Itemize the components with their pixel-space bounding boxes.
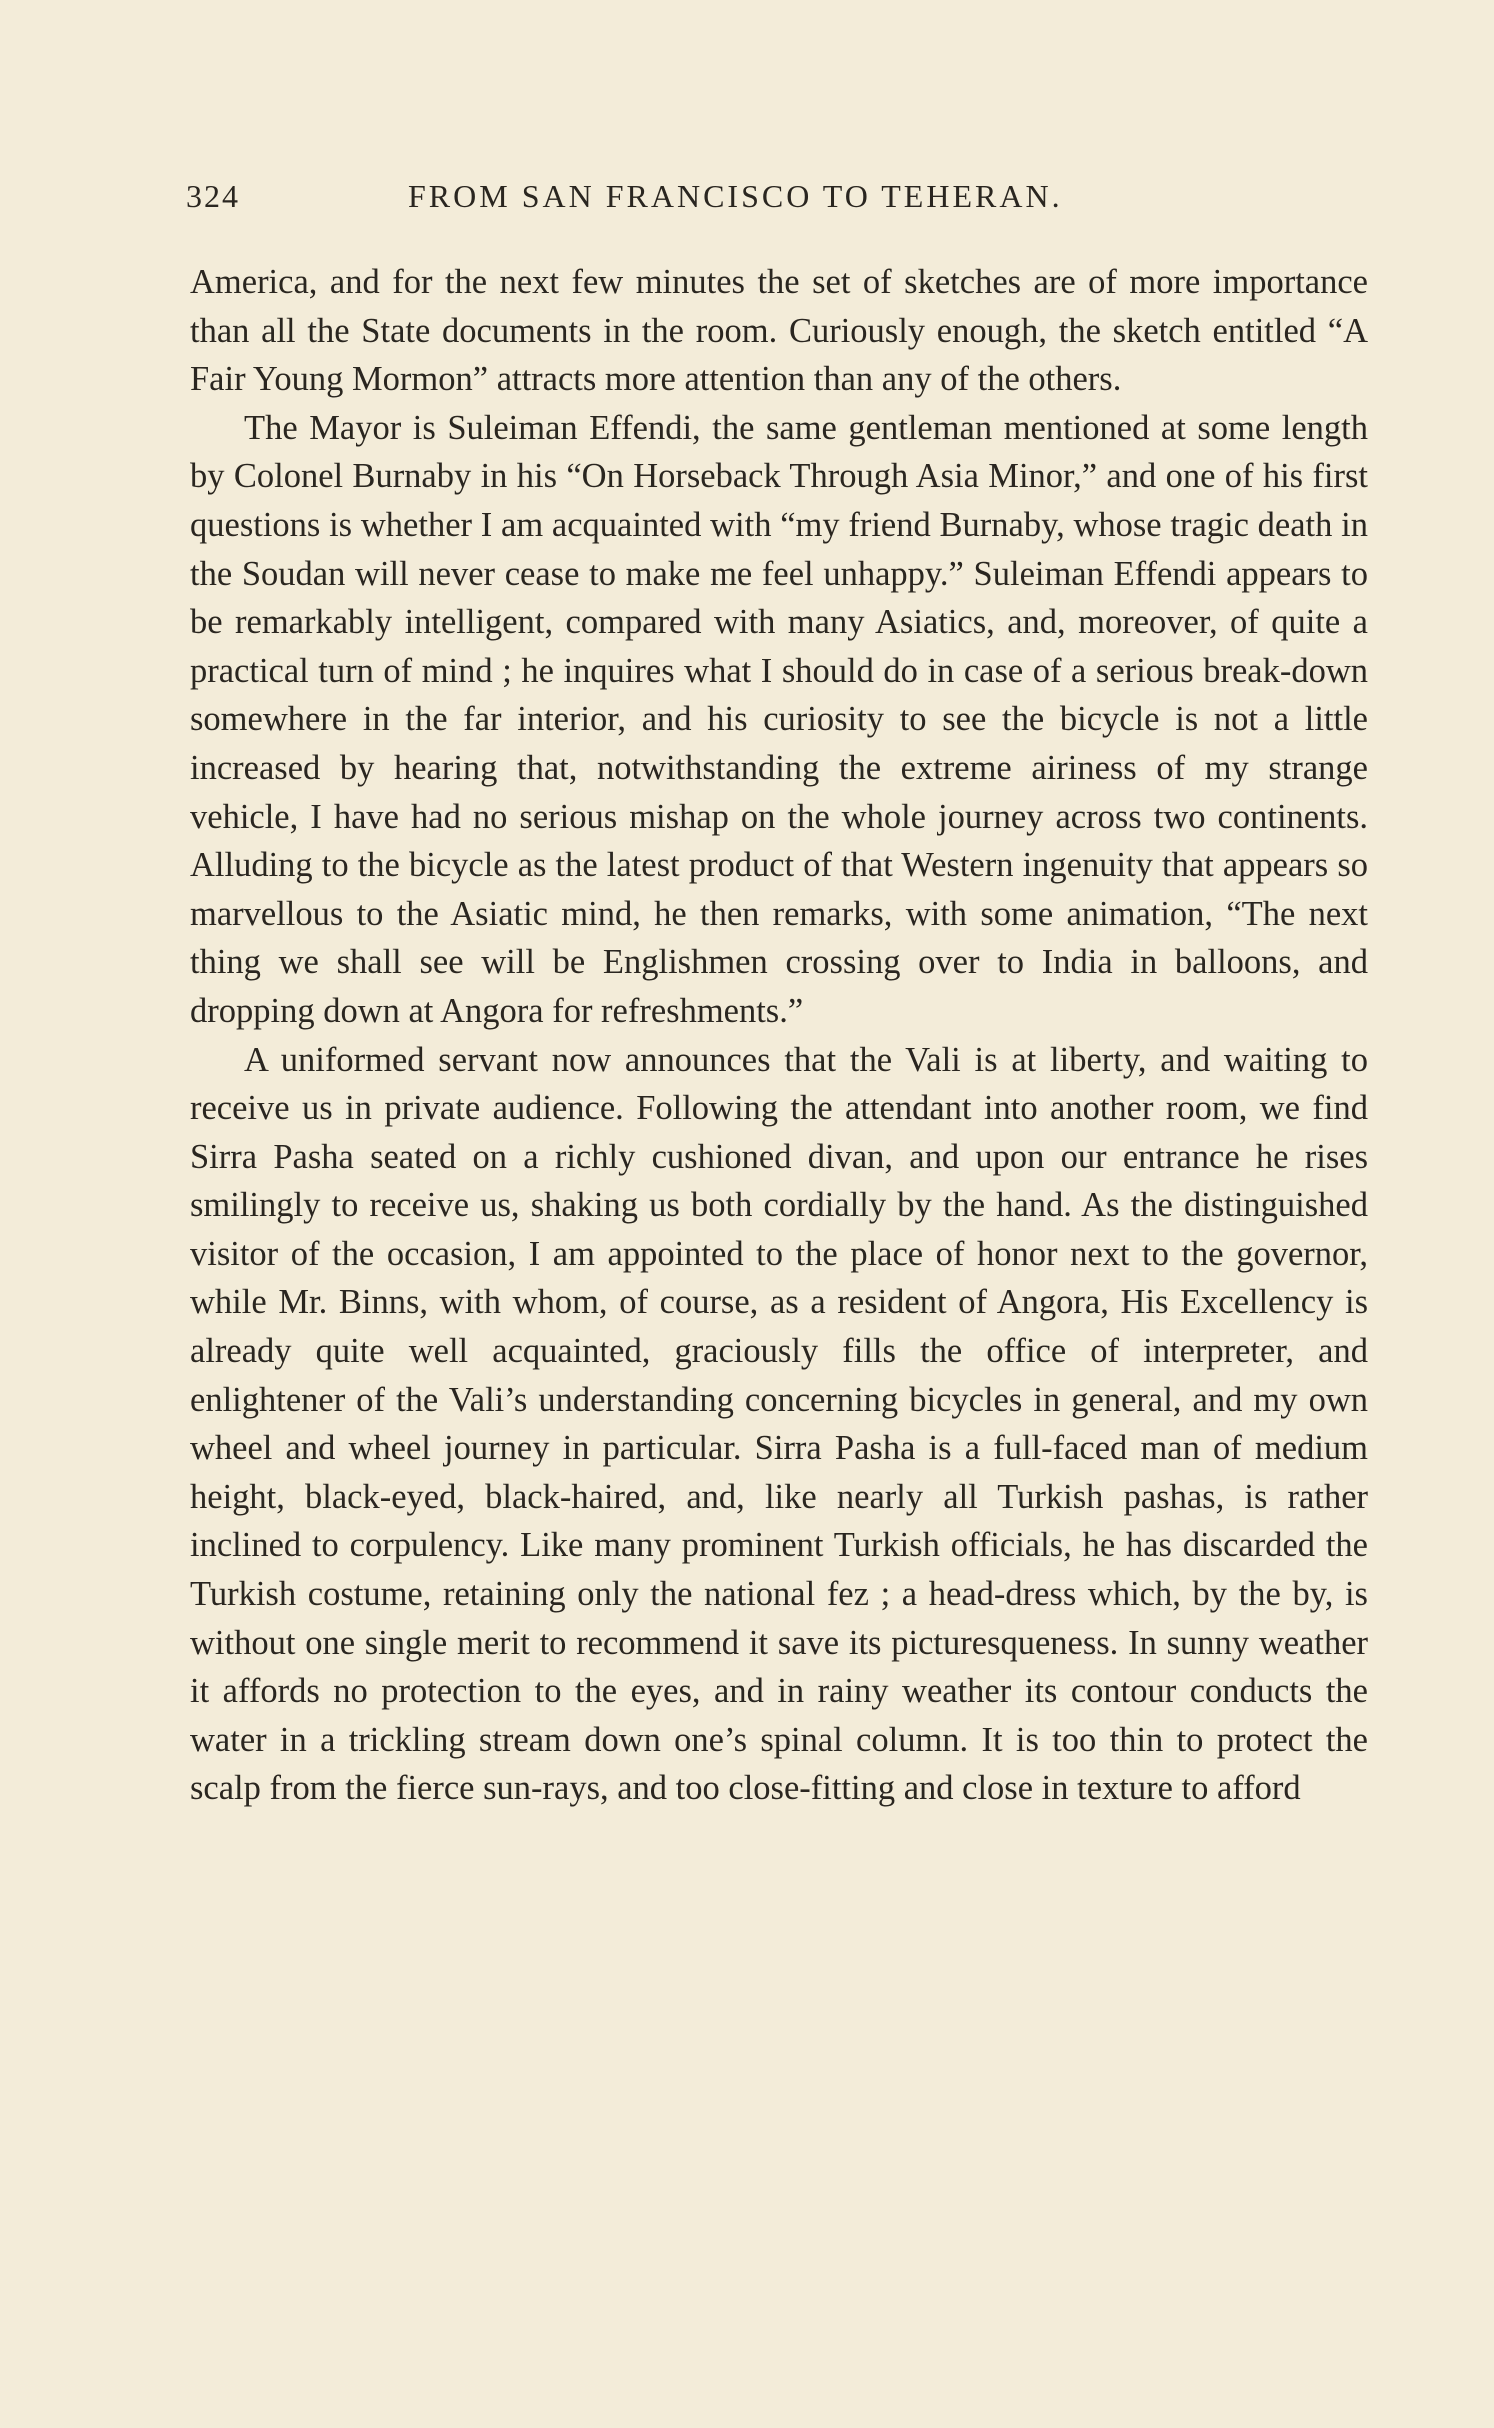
body-text xyxy=(190,258,1368,1813)
paragraph-continuation: America, and for the next few minutes the set of sketches are of more importance than all the State documents in the room. Curiously enough, the sketch entitled “A Fair Young Mormon” attracts more attention than any of the others. xyxy=(190,263,1368,399)
page-number: 324 xyxy=(186,178,240,214)
paragraph-mayor: The Mayor is Suleiman Effendi, the same gentleman mentioned at some length by Colonel Burnaby in his “On Horseback Through Asia Minor,” and one of his first questions is whether I am acquainted with “my friend Burnaby, whose tragic death in the Soudan will never cease to make me feel unhappy.” Suleiman Effendi appears to be remarkably intelligent, compared with many Asiatics, and, moreover, of quite a practical turn of mind ; he inquires what I should do in case of a serious break-down somewhere in the far interior, and his curiosity to see the bicycle is not a little increased by hearing that, notwithstanding the extreme airiness of my strange vehicle, I have had no serious mishap on the whole journey across two continents. Alluding to the bicycle as the latest product of that Western ingenuity that appears so marvellous to the Asiatic mind, he then remarks, with some animation, “The next thing we shall see will be Englishmen crossing over to India in balloons, and dropping down at Angora for refreshments.” xyxy=(190,408,1368,1030)
paragraph-vali-audience: A uniformed servant now announces that the Vali is at liberty, and waiting to receive us in private audience. Following the attendant into another room, we find Sirra Pasha seated on a richly cushioned divan, and upon our entrance he rises smilingly to receive us, shaking us both cordially by the hand. As the distinguished visitor of the occasion, I am appointed to the place of honor next to the governor, while Mr. Binns, with whom, of course, as a resident of Angora, His Excellency is already quite well acquainted, graciously fills the office of interpreter, and enlightener of the Vali’s understanding concerning bicycles in general, and my own wheel and wheel journey in particular. Sirra Pasha is a full-faced man of medium height, black-eyed, black-haired, and, like nearly all Turkish pashas, is rather inclined to corpulency. Like many prominent Turkish officials, he has discarded the Turkish costume, retaining only the national fez ; a head-dress which, by the by, is without one single merit to recommend it save its picturesqueness. In sunny weather it affords no protection to the eyes, and in rainy weather its contour conducts the water in a trickling stream down one’s spinal column. It is too thin to protect the scalp from the fierce sun-rays, and too close-fitting and close in texture to afford xyxy=(190,1040,1368,1808)
running-title: FROM SAN FRANCISCO TO TEHERAN. xyxy=(408,178,1063,214)
page-header xyxy=(186,178,1378,228)
